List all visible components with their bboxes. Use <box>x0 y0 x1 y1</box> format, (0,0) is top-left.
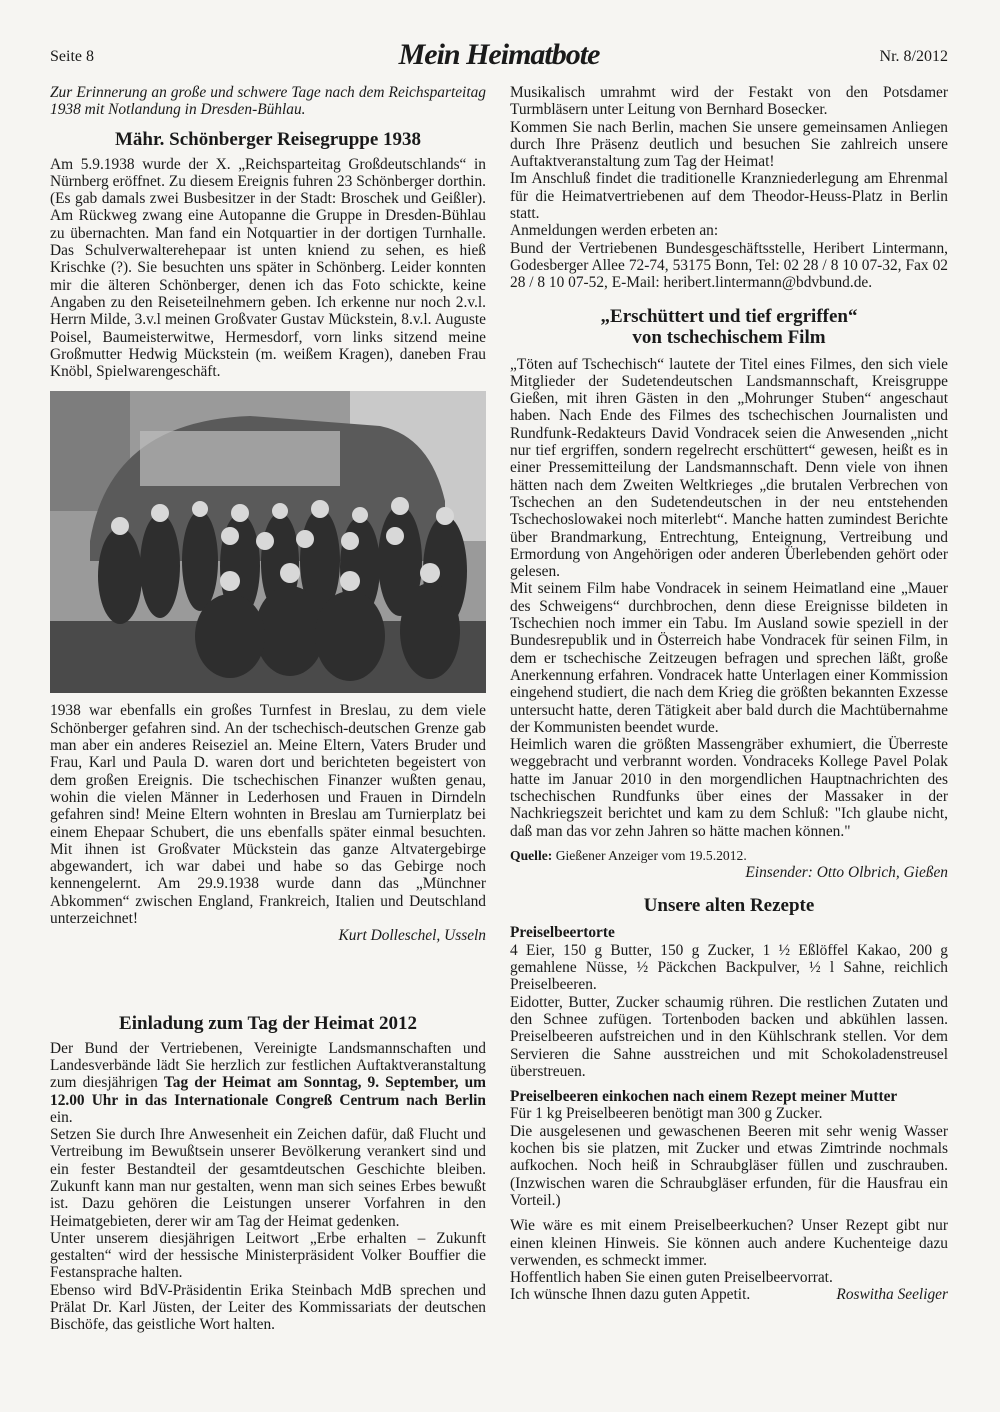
article-signature: Roswitha Seeliger <box>836 1286 948 1304</box>
intro-text: Zur Erinnerung an große und schwere Tage nach dem Reichsparteitag 1938 mit Notlandung in Dresden-Bühlau. <box>50 84 486 119</box>
article-paragraph: Am 5.9.1938 wurde der X. „Reichsparteitag Großdeutschlands“ in Nürnberg eröffnet. Zu diesem Ereignis fuhren 23 Schönberger dorthin. (Es gab damals zwei Busbesitzer in der Stadt: Broschek und Geißler). Am Rückweg zwang eine Autopanne die Gruppe in Dresden-Bühlau zu übernachten. Man fand ein Notquartier in der dortigen Turnhalle. Das Schulverwalterehepaar ist unten kniend zu sehen, es hieß Krischke (?). Sie besuchten uns später in Schönberg. Leider konnten mir die älteren Schönberger, denen ich das Foto schickte, keine Angaben zu den Reiseteilnehmern geben. Ich erkenne nur noch 2.v.l. Herrn Milde, 3.v.l meinen Großvater Gustav Mückstein, 8.v.l. Auguste Poisel, Baumeisterwitwe, Hermesdorf, vorn links sitzend meine Großmutter Hedwig Mückstein (m. weißem Kragen), daneben Frau Knöbl, Spielwarengeschäft. <box>50 155 486 381</box>
article-title-film: „Erschüttert und tief ergriffen“ von tschechischem Film <box>600 305 858 348</box>
masthead-logo: Mein Heimatbote <box>398 38 600 71</box>
group-photo <box>50 391 486 693</box>
article-title-tag-der-heimat: Einladung zum Tag der Heimat 2012 <box>119 1012 417 1034</box>
article-title-rezepte: Unsere alten Rezepte <box>643 895 815 917</box>
page-number: Seite 8 <box>50 48 94 65</box>
recipe-text: Für 1 kg Preiselbeeren benötigt man 300 g Zucker. <box>510 1105 823 1123</box>
article-paragraph: 1938 war ebenfalls ein großes Turnfest in Breslau, zu dem viele Schönberger gefahren sind. An der tschechisch-deutschen Grenze gab man aber ein anderes Reiseziel an. Meine Eltern, Vaters Bruder und Frau, Karl und Paula D. waren dort und berichteten begeistert von dem großen Ereignis. Die tschechischen Finanzer wußten genau, wohin die vielen Männer in Lederhosen und Frauen in Dirndeln gefahren sind! Meine Eltern wohnten in Breslau am Turnierplatz bei einem Ehepaar Schubert, die uns ebenfalls später einmal besuchten. Mit ihnen ist Großvater Mückstein das ganze Altvatergebirge abgewandert, ich war dabei und habe so das Gebirge noch kennengelernt. Am 29.9.1938 wurde dann das „Münchner Abkommen“ zwischen England, Frankreich, Italien und Deutschland unterzeichnet! <box>50 702 486 928</box>
article-paragraph: Kommen Sie nach Berlin, machen Sie unsere gemeinsamen Anliegen durch Ihre Präsenz deutlich und besuchen Sie zahlreich unsere Auftaktveranstaltung zum Tag der Heimat! <box>510 118 948 171</box>
article-paragraph: Ebenso wird BdV-Präsidentin Erika Steinbach MdB sprechen und Prälat Dr. Karl Jüsten, der Leiter des Kommissariats der deutschen Bischöfe, das geistliche Wort halten. <box>50 1281 486 1334</box>
article-paragraph: Unter unserem diesjährigen Leitwort „Erbe erhalten – Zukunft gestalten“ wird der hessische Ministerpräsident Volker Bouffier die Festansprache halten. <box>50 1229 486 1282</box>
article-signature: Kurt Dolleschel, Usseln <box>338 927 486 945</box>
right-column <box>510 84 948 1304</box>
issue-number: Nr. 8/2012 <box>879 48 948 65</box>
recipe-title: Preiselbeertorte <box>510 924 615 942</box>
article-paragraph: Heimlich waren die größten Massengräber exhumiert, die Überreste weggebracht und verbrannt worden. Vondraceks Kollege Pavel Polak hatte im Januar 2010 in den morgendlichen Hauptnachrichten des tschechischen Rundfunks über eines der Massaker in der Nachkriegszeit berichtet und kam zu dem Schluß: "Ich glaube nicht, daß man das vor zehn Jahren so hätte machen können." <box>510 736 948 840</box>
recipe-ingredients: 4 Eier, 150 g Butter, 150 g Zucker, 1 ½ Eßlöffel Kakao, 200 g gemahlene Nüsse, ½ Päckchen Backpulver, ½ l Sahne, reichlich Preiselbeeren. <box>510 941 948 994</box>
contact-address: Bund der Vertriebenen Bundesgeschäftsstelle, Heribert Lintermann, Godesberger Allee 72-74, 53175 Bonn, Tel: 02 28 / 8 10 07-32, Fax 02 28 / 8 10 07-52, E-Mail: heribert.lintermann@bdvbund.de. <box>510 239 948 292</box>
group-photo-illustration <box>50 391 486 693</box>
article-paragraph: Musikalisch umrahmt wird der Festakt von den Potsdamer Turmbläsern unter Leitung von Bernhard Bosecker. <box>510 84 948 119</box>
source-line: Quelle: Gießener Anzeiger vom 19.5.2012. <box>510 847 747 863</box>
left-column <box>50 84 486 1334</box>
article-paragraph: Hoffentlich haben Sie einen guten Preiselbeervorrat. <box>510 1269 833 1287</box>
recipe-title: Preiselbeeren einkochen nach einem Rezept meiner Mutter <box>510 1088 898 1106</box>
sender-signature: Einsender: Otto Olbrich, Gießen <box>745 864 948 882</box>
article-paragraph: „Töten auf Tschechisch“ lautete der Titel eines Filmes, den sich viele Mitglieder der Sudetendeutschen Landsmannschaft, Kreisgruppe Gießen, mit ihren Gästen in den „Mohrunger Stuben“ angeschaut haben. Nach Ende des Filmes des tschechischen Journalisten und Rundfunk-Redakteurs David Vondracek seien die Anwesenden „nicht nur tief ergriffen, sondern regelrecht erschüttert“ gewesen, heißt es in einer Pressemitteilung der Landsmannschaft. Denn viele von ihnen hätten nach dem Zweiten Weltkrieges „die brutalen Verbrechen von Tschechen an den Sudetendeutschen in der neu entstehenden Tschechoslowakei noch miterlebt“. Manche hatten zumindest Berichte über Brandmarkung, Entrechtung, Enteignung, Vertreibung und Ermordung von Angehörigen oder anderen Überlebenden gehört oder gelesen. <box>510 355 948 581</box>
page-header <box>50 38 948 78</box>
closing-line: Ich wünsche Ihnen dazu guten Appetit. Roswitha Seeliger <box>510 1286 948 1304</box>
article-paragraph: Mit seinem Film habe Vondracek in seinem Heimatland eine „Mauer des Schweigens“ durchbrochen, denn diese Ereignisse bildeten in Tschechien noch immer ein Tabu. Im Ausland sowie speziell in der Bundesrepublik und in Österreich habe Vondracek für seinen Film, in dem er tschechische Zeitzeugen befragen und sprechen läßt, große Anerkennung erfahren. Vondracek hatte Unterlagen einer Kommission eingehend studiert, die nach dem Krieg die größten bekannten Exzesse untersucht hatte, deren Tätigkeit aber bald durch die Machtübernahme der Kommunisten beendet wurde. <box>510 580 948 736</box>
article-paragraph: Der Bund der Vertriebenen, Vereinigte Landsmannschaften und Landesverbände lädt Sie herzlich zur festlichen Auftaktveranstaltung zum diesjährigen Tag der Heimat am Sonntag, 9. September, um 12.00 Uhr in das Internationale Congreß Centrum nach Berlin ein. <box>50 1039 486 1126</box>
recipe-method: Eidotter, Butter, Zucker schaumig rühren. Die restlichen Zutaten und den Schnee zufügen. Tortenboden backen und abkühlen lassen. Preiselbeeren aufstreichen und in den Kühlschrank stellen. Vor dem Servieren die Sahne ausstreichen und mit Schokoladenstreusel überstreuen. <box>510 993 948 1080</box>
article-title-reisegruppe: Mähr. Schönberger Reisegruppe 1938 <box>114 128 422 150</box>
article-paragraph: Wie wäre es mit einem Preiselbeerkuchen? Unser Rezept gibt nur einen kleinen Hinweis. Sie können auch andere Kuchenteige dazu verwenden, es schmeckt immer. <box>510 1217 948 1269</box>
recipe-text: Die ausgelesenen und gewaschenen Beeren mit sehr wenig Wasser kochen bis sie platzen, mit Zucker und etwas Zimtrinde nochmals aufkochen. Noch heiß in Schraubgläser füllen und zuschrauben. (Inzwischen waren die Schraubgläser erfunden, für die Hausfrau ein Vorteil.) <box>510 1122 948 1209</box>
article-paragraph: Anmeldungen werden erbeten an: <box>510 222 719 240</box>
article-paragraph: Setzen Sie durch Ihre Anwesenheit ein Zeichen dafür, daß Flucht und Vertreibung im Bewußtsein unserer Bevölkerung verankert sind und ein fester Bestandteil der gesamtdeutschen Geschichte bleiben. Zukunft kann man nur gestalten, wenn man sich seines Erbes bewußt ist. Dazu gehören die Leistungen unserer Vorfahren in den Heimatgebieten, derer wir am Tag der Heimat gedenken. <box>50 1126 486 1230</box>
article-paragraph: Im Anschluß findet die traditionelle Kranzniederlegung am Ehrenmal für die Heimatvertriebenen auf dem Theodor-Heuss-Platz in Berlin statt. <box>510 170 948 223</box>
